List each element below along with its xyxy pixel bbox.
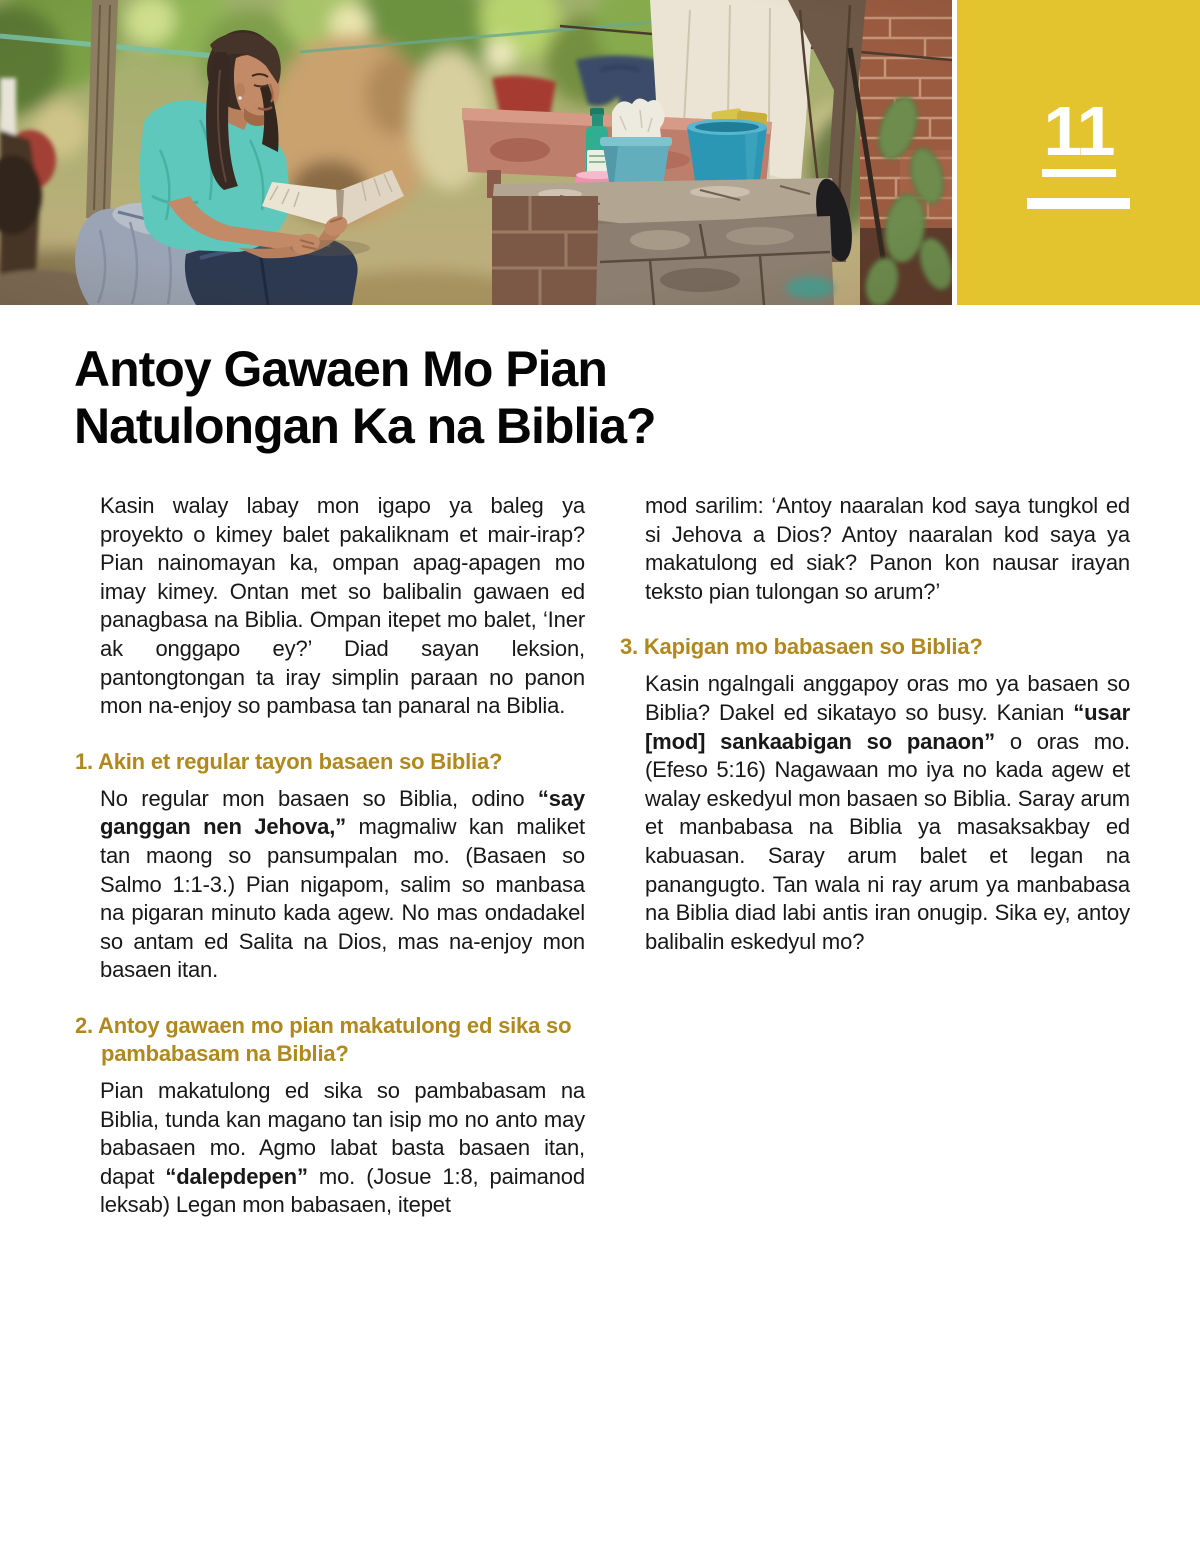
section-2-heading: 2. Antoy gawaen mo pian makatulong ed sika so pambabasam na Biblia? [75, 1012, 572, 1066]
page-title-line2: Natulongan Ka na Biblia? [74, 398, 656, 454]
section-3-paragraph: Kasin ngalngali anggapoy oras mo ya basaen so Biblia? Dakel ed sikatayo so busy. Kanian “usar [mod] sankaabigan so panaon” o oras mo. (Efeso 5:16) Nagawaan mo iya no kada agew et walay eskedyul mon basaen so Biblia. Saray arum et manbabasa na Biblia ya masaksakbay ed kabuasan. Saray arum balet et legan na panangugto. Tan wala ni ray arum ya manbabasa na Biblia diad labi antis iran onugip. Sika ey, antoy balibalin eskedyul mo? [645, 671, 1130, 954]
lesson-number: 11 [1042, 96, 1116, 177]
section-3-heading: 3. Kapigan mo babasaen so Biblia? [620, 634, 983, 660]
right-column [620, 492, 1130, 1220]
header-photo [0, 0, 952, 305]
section-2-paragraph-part2: mod sarilim: ‘Antoy naaralan kod saya tungkol ed si Jehova a Dios? Antoy naaralan kod saya ya makatulong ed siak? Panon kon nausar irayan teksto pian tulongan so arum?’ [645, 493, 1130, 604]
page-title-line1: Antoy Gawaen Mo Pian [74, 341, 607, 397]
intro-paragraph: Kasin walay labay mon igapo ya baleg ya proyekto o kimey balet pakaliknam et mair-irap? Pian nainomayan ka, ompan apag-apagen mo imay kimey. Ontan met so balibalin gawaen ed panagbasa na Biblia. Ompan itepet mo balet, ‘Iner ak onggapo ey?’ Diad sayan leksion, pantongtongan ta iray simplin paraan no panon mon na-enjoy so pambasa tan panaral na Biblia. [100, 493, 585, 719]
text-columns [75, 492, 1130, 1220]
lesson-number-underline-bar [1027, 198, 1130, 209]
header-photo-illustration [0, 0, 952, 305]
lesson-number-box [957, 0, 1200, 305]
section-2-paragraph-part1: Pian makatulong ed sika so pambabasam na Biblia, tunda kan magano tan isip mo no anto may babasaen mo. Agmo labat basta basaen itan, dapat “dalepdepen” mo. (Josue 1:8, paimanod leksab) Legan mon babasaen, itepet [100, 1077, 585, 1218]
left-column [75, 492, 585, 1220]
page-title [74, 341, 656, 455]
section-1-heading: 1. Akin et regular tayon basaen so Biblia? [75, 748, 503, 774]
section-1-paragraph: No regular mon basaen so Biblia, odino “say ganggan nen Jehova,” magmaliw kan maliket tan maong so pansumpalan mo. (Basaen so Salmo 1:1-3.) Pian nigapom, salim so manbasa na pigaran minuto kada agew. No mas ondadakel so antam ed Salita na Dios, mas na-enjoy mon basaen itan. [100, 785, 585, 983]
